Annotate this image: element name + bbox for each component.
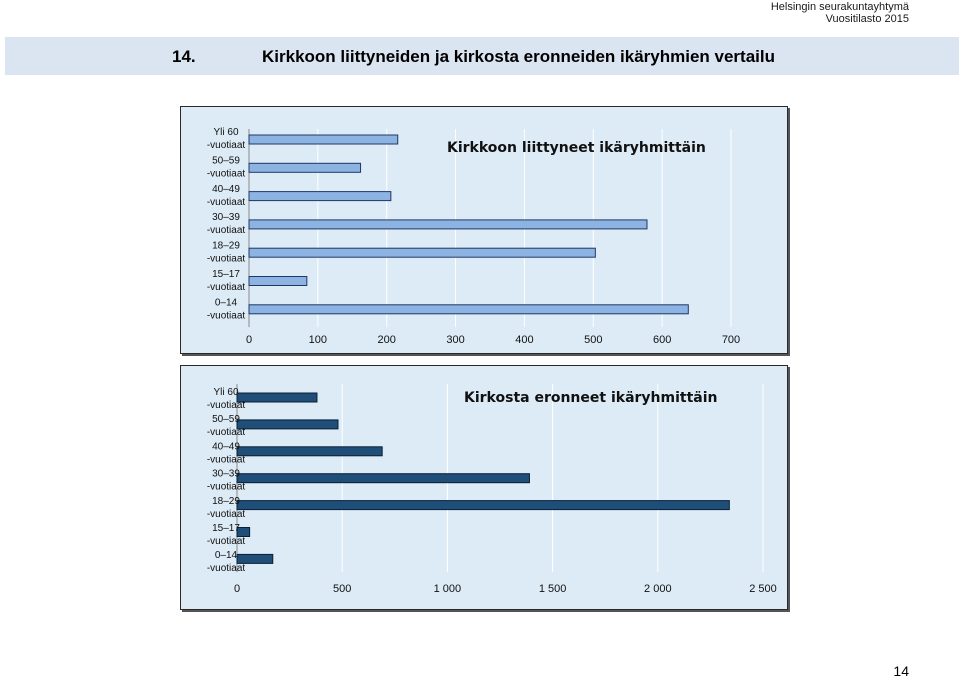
x-tick-label: 0 — [233, 583, 241, 595]
x-tick-label: 300 — [446, 334, 465, 346]
page-header — [771, 1, 909, 25]
y-tick-label: -vuotiaat — [206, 536, 246, 547]
y-tick-label: 30–39 — [212, 468, 240, 480]
x-tick-label: 0 — [245, 334, 253, 346]
bar — [249, 135, 398, 144]
bar — [237, 420, 338, 429]
chart-title: Kirkkoon liittyneet ikäryhmittäin — [447, 140, 706, 156]
y-tick-label: -vuotiaat — [206, 225, 246, 237]
bar — [237, 501, 729, 510]
x-tick-label: 2 500 — [749, 583, 777, 595]
y-tick-label: -vuotiaat — [206, 253, 246, 265]
chart-resigned-svg — [181, 366, 787, 609]
bar — [249, 305, 688, 314]
y-tick-label: -vuotiaat — [206, 196, 246, 208]
y-tick-label: -vuotiaat — [206, 168, 246, 180]
y-tick-label: 50–59 — [212, 414, 240, 426]
y-tick-label: Yli 60 — [213, 127, 239, 138]
y-tick-label: 40–49 — [212, 183, 240, 195]
y-tick-label: -vuotiaat — [206, 454, 246, 466]
x-tick-label: 700 — [721, 334, 741, 346]
y-tick-label: 0–14 — [214, 297, 238, 309]
x-tick-label: 400 — [515, 334, 534, 346]
bar — [249, 163, 361, 172]
section-number: 14. — [172, 47, 196, 66]
y-tick-label: 30–39 — [212, 212, 240, 224]
bar — [237, 393, 317, 402]
x-tick-label: 500 — [584, 334, 603, 346]
header-doc: Vuositilasto 2015 — [825, 13, 909, 25]
x-tick-label: 100 — [308, 334, 328, 346]
x-tick-label: 600 — [652, 334, 672, 346]
y-tick-label: -vuotiaat — [206, 427, 246, 439]
y-tick-label: 15–17 — [212, 523, 240, 534]
section-title: Kirkkoon liittyneiden ja kirkosta eronneiden ikäryhmien vertailu — [262, 47, 775, 66]
y-tick-label: Yli 60 — [213, 387, 239, 398]
y-tick-label: -vuotiaat — [206, 282, 246, 293]
y-tick-label: -vuotiaat — [206, 140, 246, 151]
x-tick-label: 1 000 — [433, 583, 462, 595]
bar — [249, 220, 647, 229]
chart-joined — [180, 106, 788, 354]
y-tick-label: 50–59 — [212, 155, 240, 167]
bar — [249, 248, 595, 257]
y-tick-label: -vuotiaat — [206, 310, 246, 322]
chart-joined-svg — [181, 107, 787, 353]
y-tick-label: 15–17 — [212, 269, 240, 280]
y-tick-label: 0–14 — [214, 550, 238, 562]
y-tick-label: 18–29 — [212, 240, 240, 252]
chart-resigned — [180, 365, 788, 610]
y-tick-label: 18–29 — [212, 495, 240, 507]
y-tick-label: -vuotiaat — [206, 481, 246, 493]
y-tick-label: -vuotiaat — [206, 563, 246, 575]
x-tick-label: 2 000 — [644, 583, 672, 595]
y-tick-label: -vuotiaat — [206, 400, 246, 411]
y-tick-label: 40–49 — [212, 441, 240, 453]
bar — [249, 277, 307, 286]
bar — [237, 554, 273, 563]
x-tick-label: 1 500 — [538, 583, 567, 595]
header-org: Helsingin seurakuntayhtymä — [770, 1, 909, 13]
x-tick-label: 500 — [333, 583, 352, 595]
x-tick-label: 200 — [377, 334, 396, 346]
bar — [249, 192, 391, 201]
bar — [237, 447, 382, 456]
bar — [237, 474, 529, 483]
chart-title: Kirkosta eronneet ikäryhmittäin — [464, 390, 718, 406]
y-tick-label: -vuotiaat — [206, 508, 246, 520]
page-number: 14 — [893, 663, 909, 679]
